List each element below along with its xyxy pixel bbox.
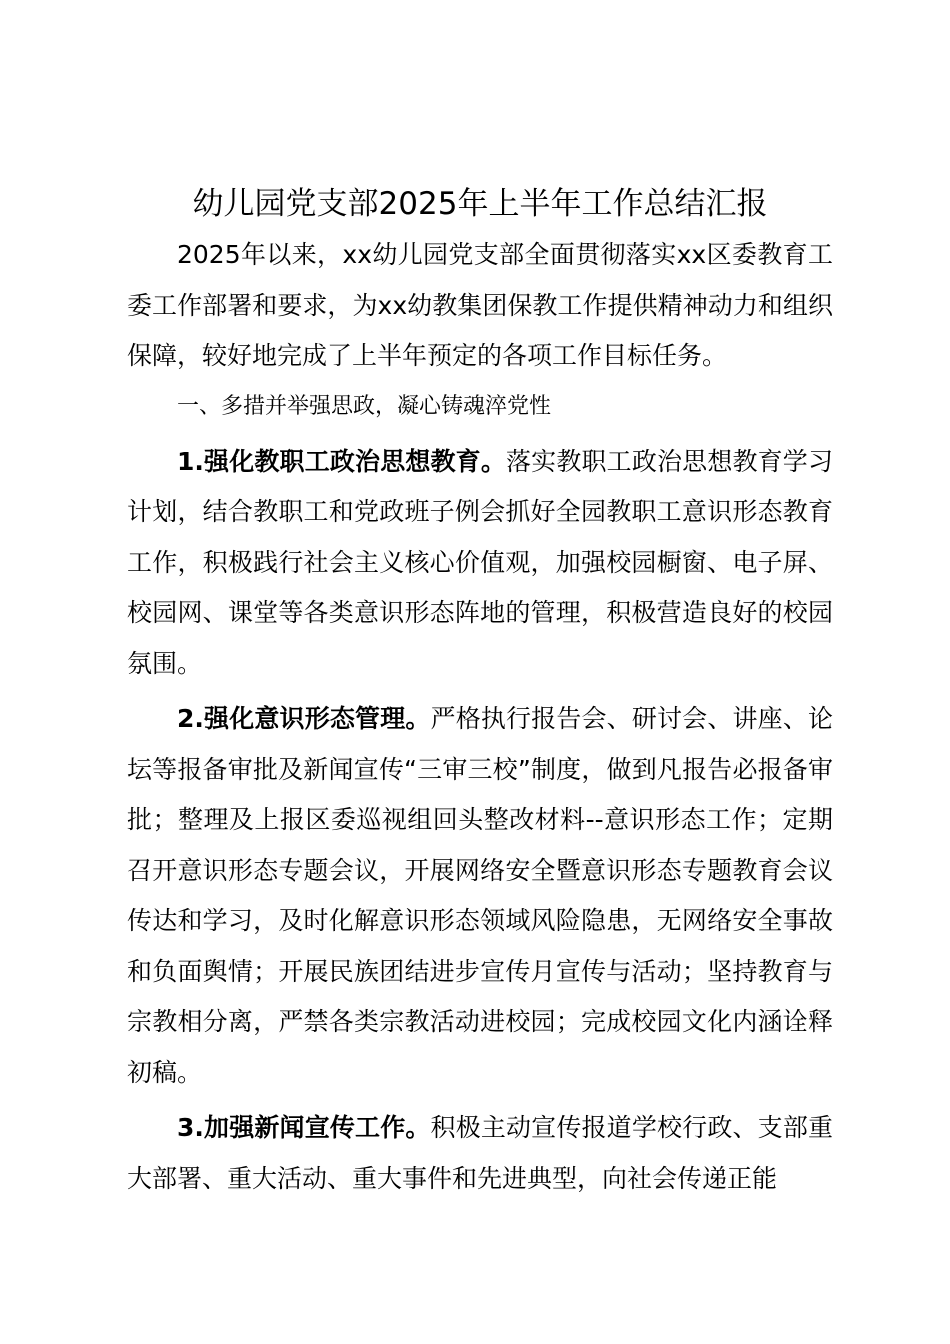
item-paragraph-1 [127, 437, 833, 690]
section-heading-1: 一、多措并举强思政，凝心铸魂淬党性 [177, 393, 552, 419]
item-body-3: 积极主动宣传报道学校行政、支部重大部署、重大活动、重大事件和先进典型，向社会传递正能 [127, 1113, 833, 1193]
item-paragraph-3 [127, 1103, 833, 1204]
intro-paragraph: 2025年以来，xx幼儿园党支部全面贯彻落实xx区委教育工委工作部署和要求，为xx幼教集团保教工作提供精神动力和组织保障，较好地完成了上半年预定的各项工作目标任务。 [127, 240, 833, 370]
item-lead-2: 2.强化意识形态管理。 [177, 704, 431, 733]
document-title: 幼儿园党支部2025年上半年工作总结汇报 [192, 186, 768, 222]
document-page [127, 178, 833, 1204]
item-lead-3: 3.加强新闻宣传工作。 [177, 1113, 431, 1142]
item-body-1: 落实教职工政治思想教育学习计划，结合教职工和党政班子例会抓好全园教职工意识形态教育工作，积极践行社会主义核心价值观，加强校园橱窗、电子屏、校园网、课堂等各类意识形态阵地的管理，积极营造良好的校园氛围。 [127, 446, 833, 678]
item-paragraph-2 [127, 694, 833, 1098]
item-lead-1: 1.强化教职工政治思想教育。 [177, 446, 507, 476]
item-body-2: 严格执行报告会、研讨会、讲座、论坛等报备审批及新闻宣传“三审三校”制度，做到凡报告必报备审批；整理及上报区委巡视组回头整改材料--意识形态工作；定期召开意识形态专题会议，开展网络安全暨意识形态专题教育会议传达和学习，及时化解意识形态领域风险隐患，无网络安全事故和负面舆情；开展民族团结进步宣传月宣传与活动；坚持教育与宗教相分离，严禁各类宗教活动进校园；完成校园文化内涵诠释初稿。 [127, 704, 833, 1087]
